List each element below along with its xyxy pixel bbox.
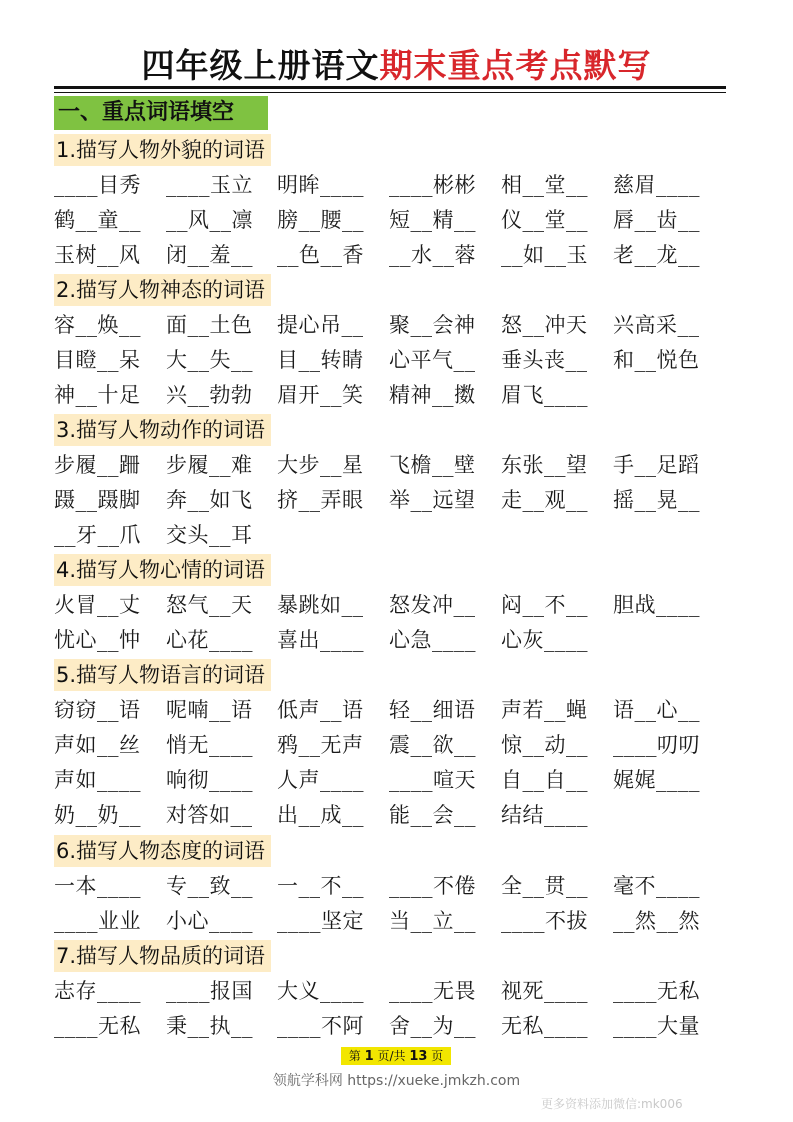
fill-blank-item[interactable]: 慈眉____ [613,173,700,197]
watermark-text: 更多资料添加微信:mk006 [541,1097,683,1111]
fill-blank-item[interactable]: 一本____ [54,874,141,898]
fill-blank-item[interactable]: __色__香 [277,243,364,267]
fill-blank-item[interactable]: 眉飞____ [501,383,588,407]
title-rule-thin [54,92,726,93]
fill-blank-item[interactable]: 手__足蹈 [613,453,700,477]
fill-blank-item[interactable]: 对答如__ [166,803,253,827]
fill-blank-item[interactable]: 提心吊__ [277,313,364,337]
fill-blank-item[interactable]: 声如____ [54,768,141,792]
fill-blank-item[interactable]: __然__然 [613,909,700,933]
fill-blank-item[interactable]: 胆战____ [613,593,700,617]
fill-blank-item[interactable]: 摇__晃__ [613,488,700,512]
category-label: 6.描写人物态度的词语 [54,835,271,867]
fill-blank-item[interactable]: 无私____ [501,1014,588,1038]
section-heading: 一、重点词语填空 [54,96,268,130]
fill-blank-item[interactable]: 低声__语 [277,698,364,722]
fill-blank-item[interactable]: __牙__爪 [54,523,141,547]
fill-blank-item[interactable]: 和__悦色 [613,348,700,372]
fill-blank-item[interactable]: 视死____ [501,979,588,1003]
fill-blank-item[interactable]: ____无畏 [389,979,476,1003]
fill-blank-item[interactable]: 当__立__ [389,909,476,933]
word-row [54,379,734,411]
page-mid: 页/共 [377,1049,406,1063]
fill-blank-item[interactable]: 神__十足 [54,383,141,407]
fill-blank-item[interactable]: ____无私 [54,1014,141,1038]
category-label: 7.描写人物品质的词语 [54,940,271,972]
fill-blank-item[interactable]: 人声____ [277,768,364,792]
word-row [54,975,734,1007]
fill-blank-item[interactable]: 窃窃__语 [54,698,141,722]
fill-blank-item[interactable]: 短__精__ [389,208,476,232]
fill-blank-item[interactable]: 面__土色 [166,313,253,337]
category-label: 4.描写人物心情的词语 [54,554,271,586]
category-label: 3.描写人物动作的词语 [54,414,271,446]
fill-blank-item[interactable]: 志存____ [54,979,141,1003]
fill-blank-item[interactable]: 走__观__ [501,488,588,512]
page-total: 13 [409,1049,428,1064]
word-row [54,1010,734,1042]
fill-blank-item[interactable]: ____喧天 [389,768,476,792]
fill-blank-item[interactable]: 能__会__ [389,803,476,827]
fill-blank-item[interactable]: 步履__难 [166,453,253,477]
fill-blank-item[interactable]: 娓娓____ [613,768,700,792]
fill-blank-item[interactable]: 东张__望 [501,453,588,477]
fill-blank-item[interactable]: 精神__擞 [389,383,476,407]
word-row [54,799,734,831]
fill-blank-item[interactable]: ____不倦 [389,874,476,898]
fill-blank-item[interactable]: 鸦__无声 [277,733,364,757]
category-label: 5.描写人物语言的词语 [54,659,271,691]
word-row [54,344,734,376]
fill-blank-item[interactable]: 大义____ [277,979,364,1003]
fill-blank-item[interactable]: 明眸____ [277,173,364,197]
fill-blank-item[interactable]: 心花____ [166,628,253,652]
word-row [54,870,734,902]
fill-blank-item[interactable]: 蹑__蹑脚 [54,488,141,512]
fill-blank-item[interactable]: 交头__耳 [166,523,253,547]
title-rule-thick [54,86,726,89]
word-row [54,694,734,726]
fill-blank-item[interactable]: ____不拔 [501,909,588,933]
fill-blank-item[interactable]: 容__焕__ [54,313,141,337]
fill-blank-item[interactable]: 闷__不__ [501,593,588,617]
word-row [54,624,734,656]
fill-blank-item[interactable]: ____报国 [166,979,253,1003]
word-row [54,519,734,551]
fill-blank-item[interactable]: 小心____ [166,909,253,933]
fill-blank-item[interactable]: 呢喃__语 [166,698,253,722]
fill-blank-item[interactable]: 奔__如飞 [166,488,253,512]
fill-blank-item[interactable]: 飞檐__壁 [389,453,476,477]
word-row [54,905,734,937]
fill-blank-item[interactable]: 忧心__忡 [54,628,141,652]
page-prefix: 第 [348,1049,361,1063]
fill-blank-item[interactable]: 心灰____ [501,628,588,652]
fill-blank-item[interactable]: 怒发冲__ [389,593,476,617]
page-title [0,44,793,88]
page-current: 1 [364,1049,374,1064]
fill-blank-item[interactable]: 老__龙__ [613,243,700,267]
fill-blank-item[interactable]: 兴高采__ [613,313,700,337]
fill-blank-item[interactable]: 声如__丝 [54,733,141,757]
fill-blank-item[interactable]: 目__转睛 [277,348,364,372]
fill-blank-item[interactable]: 语__心__ [613,698,700,722]
word-row [54,449,734,481]
footer-site-link[interactable]: 领航学科网 https://xueke.jmkzh.com [272,1073,521,1089]
word-row [54,204,734,236]
word-row [54,239,734,271]
fill-blank-item[interactable]: 闭__羞__ [166,243,253,267]
fill-blank-item[interactable]: ____彬彬 [389,173,476,197]
fill-blank-item[interactable]: 毫不____ [613,874,700,898]
fill-blank-item[interactable]: ____玉立 [166,173,253,197]
fill-blank-item[interactable]: 秉__执__ [166,1014,253,1038]
fill-blank-item[interactable]: 奶__奶__ [54,803,141,827]
fill-blank-item[interactable]: ____大量 [613,1014,700,1038]
fill-blank-item[interactable]: 声若__蝇 [501,698,588,722]
fill-blank-item[interactable]: 心平气__ [389,348,476,372]
fill-blank-item[interactable]: 步履__跚 [54,453,141,477]
fill-blank-item[interactable]: 震__欲__ [389,733,476,757]
fill-blank-item[interactable]: 全__贯__ [501,874,588,898]
fill-blank-item[interactable]: 一__不__ [277,874,364,898]
fill-blank-item[interactable]: 怒气__天 [166,593,253,617]
fill-blank-item[interactable]: 悄无____ [166,733,253,757]
fill-blank-item[interactable]: __风__凛 [166,208,253,232]
word-row [54,589,734,621]
fill-blank-item[interactable]: 自__自__ [501,768,588,792]
title-part-grade: 四年级上册语文 [141,46,380,85]
fill-blank-item[interactable]: 暴跳如__ [277,593,364,617]
fill-blank-item[interactable]: ____无私 [613,979,700,1003]
fill-blank-item[interactable]: 舍__为__ [389,1014,476,1038]
fill-blank-item[interactable]: 怒__冲天 [501,313,588,337]
fill-blank-item[interactable]: ____叨叨 [613,733,700,757]
fill-blank-item[interactable]: 心急____ [389,628,476,652]
fill-blank-item[interactable]: 惊__动__ [501,733,588,757]
fill-blank-item[interactable]: 大步__星 [277,453,364,477]
fill-blank-item[interactable]: 目瞪__呆 [54,348,141,372]
fill-blank-item[interactable]: 结结____ [501,803,588,827]
fill-blank-item[interactable]: 聚__会神 [389,313,476,337]
fill-blank-item[interactable]: 挤__弄眼 [277,488,364,512]
fill-blank-item[interactable]: ____业业 [54,909,141,933]
fill-blank-item[interactable]: 轻__细语 [389,698,476,722]
fill-blank-item[interactable]: ____目秀 [54,173,141,197]
category-label: 2.描写人物神态的词语 [54,274,271,306]
fill-blank-item[interactable]: ____不阿 [277,1014,364,1038]
fill-blank-item[interactable]: 火冒__丈 [54,593,141,617]
category-label: 1.描写人物外貌的词语 [54,134,271,166]
fill-blank-item[interactable]: 大__失__ [166,348,253,372]
fill-blank-item[interactable]: 垂头丧__ [501,348,588,372]
fill-blank-item[interactable]: 喜出____ [277,628,364,652]
fill-blank-item[interactable]: 眉开__笑 [277,383,364,407]
fill-blank-item[interactable]: __水__蓉 [389,243,476,267]
word-row [54,169,734,201]
fill-blank-item[interactable]: 唇__齿__ [613,208,700,232]
word-row [54,729,734,761]
title-part-topic: 期末重点考点默写 [379,46,652,85]
fill-blank-item[interactable]: 响彻____ [166,768,253,792]
page-number-badge [341,1047,451,1065]
fill-blank-item[interactable]: 专__致__ [166,874,253,898]
fill-blank-item[interactable]: 举__远望 [389,488,476,512]
fill-blank-item[interactable]: 兴__勃勃 [166,383,253,407]
word-row [54,309,734,341]
fill-blank-item[interactable]: 鹤__童__ [54,208,141,232]
page-suffix: 页 [431,1049,444,1063]
fill-blank-item[interactable]: 膀__腰__ [277,208,364,232]
fill-blank-item[interactable]: 玉树__风 [54,243,141,267]
fill-blank-item[interactable]: 出__成__ [277,803,364,827]
fill-blank-item[interactable]: ____坚定 [277,909,364,933]
word-row [54,764,734,796]
word-row [54,484,734,516]
fill-blank-item[interactable]: __如__玉 [501,243,588,267]
fill-blank-item[interactable]: 仪__堂__ [501,208,588,232]
fill-blank-item[interactable]: 相__堂__ [501,173,588,197]
